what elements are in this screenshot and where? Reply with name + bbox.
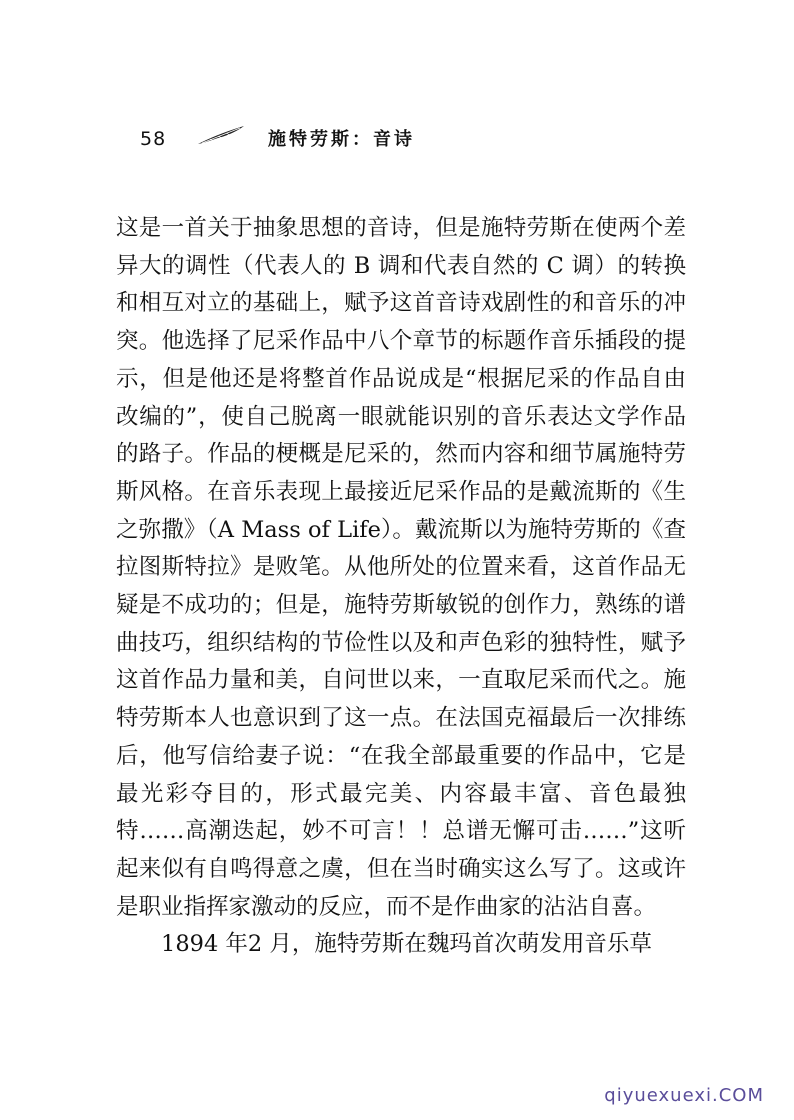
body-text	[116, 210, 686, 964]
paragraph: 1894 年2 月，施特劳斯在魏玛首次萌发用音乐草	[161, 931, 652, 958]
paragraph: 这是一首关于抽象思想的音诗，但是施特劳斯在使两个差异大的调性（代表人的 B 调和代表自然的 C 调）的转换和相互对立的基础上，赋予这首音诗戏剧性的和音乐的冲突。他选择了尼采作品中八个章节的标题作音乐插段的提示，但是他还是将整首作品说成是“根据尼采的作品自由改编的”，使自己脱离一眼就能识别的音乐表达文学作品的路子。作品的梗概是尼采的，然而内容和细节属施特劳斯风格。在音乐表现上最接近尼采作品的是戴流斯的《生之弥撒》（A Mass of Life）。戴流斯以为施特劳斯的《查拉图斯特拉》是败笔。从他所处的位置来看，这首作品无疑是不成功的；但是，施特劳斯敏锐的创作力，熟练的谱曲技巧，组织结构的节俭性以及和声色彩的独特性，赋予这首作品力量和美，自问世以来，一直取尼采而代之。施特劳斯本人也意识到了这一点。在法国克福最后一次排练后，他写信给妻子说：“在我全部最重要的作品中，它是最光彩夺目的，形式最完美、内容最丰富、音色最独特……高潮迭起，妙不可言！！总谱无懈可击……”这听起来似有自鸣得意之虞，但在当时确实这么写了。这或许是职业指挥家激动的反应，而不是作曲家的沾沾自喜。	[116, 215, 686, 920]
quill-icon	[196, 124, 246, 146]
watermark: qiyuexuexi.COM	[604, 1085, 764, 1106]
running-title: 施特劳斯：音诗	[268, 129, 415, 150]
page-number: 58	[140, 128, 167, 150]
